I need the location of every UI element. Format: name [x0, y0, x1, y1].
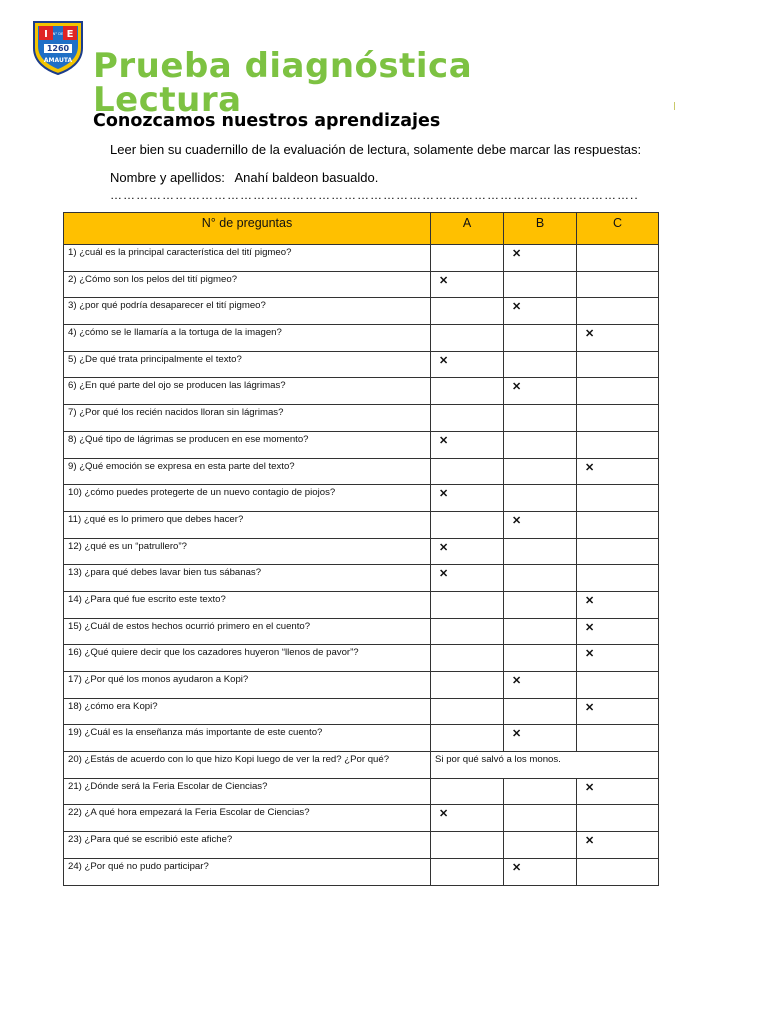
cross-mark-icon: ✕ — [512, 301, 522, 314]
table-row — [64, 698, 659, 725]
answer-cell-c[interactable] — [577, 538, 659, 565]
table-header-row — [64, 213, 659, 245]
answer-cell-a[interactable] — [431, 565, 504, 592]
answer-cell-b[interactable] — [504, 378, 577, 405]
cross-mark-icon: ✕ — [585, 621, 595, 634]
table-row — [64, 245, 659, 272]
table-row — [64, 618, 659, 645]
answer-cell-c[interactable] — [577, 805, 659, 832]
answer-cell-b[interactable] — [504, 645, 577, 672]
student-name-value: Anahí baldeon basualdo. — [234, 170, 379, 185]
answer-cell-a[interactable] — [431, 672, 504, 699]
answer-cell-c[interactable] — [577, 645, 659, 672]
table-row — [64, 805, 659, 832]
answer-cell-a[interactable] — [431, 298, 504, 325]
question-text: 3) ¿por qué podría desaparecer el tití pigmeo? — [64, 298, 431, 325]
question-text: 19) ¿Cuál es la enseñanza más importante de este cuento? — [64, 725, 431, 752]
answer-cell-c[interactable] — [577, 591, 659, 618]
answer-cell-a[interactable] — [431, 618, 504, 645]
cross-mark-icon: ✕ — [585, 461, 595, 474]
question-text: 6) ¿En qué parte del ojo se producen las lágrimas? — [64, 378, 431, 405]
question-text: 10) ¿cómo puedes protegerte de un nuevo contagio de piojos? — [64, 485, 431, 512]
cross-mark-icon: ✕ — [585, 701, 595, 714]
cross-mark-icon: ✕ — [439, 808, 449, 821]
answer-cell-c[interactable] — [577, 858, 659, 885]
table-row — [64, 271, 659, 298]
answer-cell-b[interactable] — [504, 458, 577, 485]
answer-cell-c[interactable] — [577, 672, 659, 699]
answer-cell-a[interactable] — [431, 271, 504, 298]
answer-cell-a[interactable] — [431, 325, 504, 352]
table-row — [64, 725, 659, 752]
answer-cell-a[interactable] — [431, 591, 504, 618]
question-text: 16) ¿Qué quiere decir que los cazadores huyeron “llenos de pavor”? — [64, 645, 431, 672]
answer-cell-a[interactable] — [431, 405, 504, 432]
question-text: 21) ¿Dónde será la Feria Escolar de Ciencias? — [64, 778, 431, 805]
answer-cell-a[interactable] — [431, 511, 504, 538]
table-row — [64, 858, 659, 885]
table-row — [64, 538, 659, 565]
cross-mark-icon: ✕ — [512, 728, 522, 741]
answer-cell-b[interactable] — [504, 298, 577, 325]
header-option-a: A — [431, 213, 504, 245]
answer-cell-c[interactable] — [577, 698, 659, 725]
question-text: 12) ¿qué es un “patrullero”? — [64, 538, 431, 565]
answer-cell-b[interactable] — [504, 538, 577, 565]
header-questions: N° de preguntas — [64, 213, 431, 245]
table-row — [64, 378, 659, 405]
answer-cell-c[interactable] — [577, 725, 659, 752]
cross-mark-icon: ✕ — [512, 861, 522, 874]
logo-letter-i: I — [44, 29, 48, 40]
question-text: 15) ¿Cuál de estos hechos ocurrió primero en el cuento? — [64, 618, 431, 645]
free-answer-text[interactable]: Si por qué salvó a los monos. — [431, 752, 659, 779]
table-row — [64, 672, 659, 699]
cross-mark-icon: ✕ — [439, 434, 449, 447]
answer-cell-c[interactable] — [577, 298, 659, 325]
question-text: 4) ¿cómo se le llamaría a la tortuga de la imagen? — [64, 325, 431, 352]
answer-cell-b[interactable] — [504, 591, 577, 618]
answer-cell-a[interactable] — [431, 351, 504, 378]
cross-mark-icon: ✕ — [585, 835, 595, 848]
table-row — [64, 591, 659, 618]
answer-cell-a[interactable] — [431, 245, 504, 272]
question-text: 2) ¿Cómo son los pelos del tití pigmeo? — [64, 271, 431, 298]
cross-mark-icon: ✕ — [585, 594, 595, 607]
answer-cell-b[interactable] — [504, 725, 577, 752]
answer-cell-c[interactable] — [577, 618, 659, 645]
logo-number: 1260 — [46, 44, 70, 53]
answer-cell-c[interactable] — [577, 351, 659, 378]
header-option-c: C — [577, 213, 659, 245]
cross-mark-icon: ✕ — [585, 781, 595, 794]
answer-cell-b[interactable] — [504, 511, 577, 538]
logo-tiny-text: N° DE — [52, 32, 64, 36]
decorative-tick — [674, 102, 675, 110]
answer-cell-c[interactable] — [577, 245, 659, 272]
student-name-label: Nombre y apellidos: — [110, 170, 225, 185]
table-row — [64, 752, 659, 779]
answer-cell-a[interactable] — [431, 725, 504, 752]
question-text: 20) ¿Estás de acuerdo con lo que hizo Kopi luego de ver la red? ¿Por qué? — [64, 752, 431, 779]
instructions-text: Leer bien su cuadernillo de la evaluación de lectura, solamente debe marcar las respuestas: — [110, 142, 642, 157]
answer-cell-a[interactable] — [431, 458, 504, 485]
question-text: 1) ¿cuál es la principal característica del tití pigmeo? — [64, 245, 431, 272]
answer-cell-a[interactable] — [431, 645, 504, 672]
question-text: 23) ¿Para qué se escribió este afiche? — [64, 832, 431, 859]
question-text: 18) ¿cómo era Kopi? — [64, 698, 431, 725]
cross-mark-icon: ✕ — [585, 328, 595, 341]
cross-mark-icon: ✕ — [439, 488, 449, 501]
answer-cell-c[interactable] — [577, 511, 659, 538]
cross-mark-icon: ✕ — [585, 648, 595, 661]
answer-cell-c[interactable] — [577, 485, 659, 512]
question-text: 14) ¿Para qué fue escrito este texto? — [64, 591, 431, 618]
cross-mark-icon: ✕ — [512, 675, 522, 687]
table-row — [64, 298, 659, 325]
answer-cell-a[interactable] — [431, 431, 504, 458]
question-text: 5) ¿De qué trata principalmente el texto? — [64, 351, 431, 378]
answer-cell-b[interactable] — [504, 832, 577, 859]
table-row — [64, 645, 659, 672]
table-row — [64, 458, 659, 485]
answer-cell-c[interactable] — [577, 431, 659, 458]
answer-cell-c[interactable] — [577, 378, 659, 405]
answer-cell-c[interactable] — [577, 271, 659, 298]
answer-cell-b[interactable] — [504, 618, 577, 645]
answer-cell-b[interactable] — [504, 431, 577, 458]
document-title-line2: Lectura — [93, 80, 242, 120]
table-row — [64, 832, 659, 859]
table-row — [64, 511, 659, 538]
table-row — [64, 325, 659, 352]
answer-cell-a[interactable] — [431, 378, 504, 405]
cross-mark-icon: ✕ — [512, 248, 522, 260]
cross-mark-icon: ✕ — [512, 381, 522, 394]
answer-cell-a[interactable] — [431, 805, 504, 832]
answer-cell-b[interactable] — [504, 245, 577, 272]
answer-cell-a[interactable] — [431, 485, 504, 512]
answer-cell-b[interactable] — [504, 778, 577, 805]
cross-mark-icon: ✕ — [439, 541, 449, 554]
answer-cell-b[interactable] — [504, 325, 577, 352]
answer-cell-a[interactable] — [431, 858, 504, 885]
table-row — [64, 431, 659, 458]
answer-cell-b[interactable] — [504, 672, 577, 699]
table-row — [64, 565, 659, 592]
table-row — [64, 778, 659, 805]
answer-cell-a[interactable] — [431, 832, 504, 859]
answer-cell-b[interactable] — [504, 271, 577, 298]
answer-cell-b[interactable] — [504, 351, 577, 378]
question-text: 11) ¿qué es lo primero que debes hacer? — [64, 511, 431, 538]
answer-cell-b[interactable] — [504, 485, 577, 512]
answer-cell-a[interactable] — [431, 538, 504, 565]
answer-cell-c[interactable] — [577, 325, 659, 352]
question-text: 17) ¿Por qué los monos ayudaron a Kopi? — [64, 672, 431, 699]
answer-cell-b[interactable] — [504, 565, 577, 592]
header-option-b: B — [504, 213, 577, 245]
answer-cell-c[interactable] — [577, 778, 659, 805]
answer-cell-b[interactable] — [504, 858, 577, 885]
answer-cell-c[interactable] — [577, 405, 659, 432]
answer-cell-a[interactable] — [431, 778, 504, 805]
cross-mark-icon: ✕ — [439, 274, 449, 287]
logo-name: AMAUTA — [43, 57, 73, 64]
question-text: 7) ¿Por qué los recién nacidos lloran sin lágrimas? — [64, 405, 431, 432]
student-name-line — [110, 170, 378, 185]
cross-mark-icon: ✕ — [439, 354, 449, 367]
answer-cell-b[interactable] — [504, 698, 577, 725]
table-row — [64, 485, 659, 512]
answer-cell-c[interactable] — [577, 458, 659, 485]
question-text: 24) ¿Por qué no pudo participar? — [64, 858, 431, 885]
table-row — [64, 405, 659, 432]
cross-mark-icon: ✕ — [512, 514, 522, 527]
question-text: 22) ¿A qué hora empezará la Feria Escolar de Ciencias? — [64, 805, 431, 832]
question-text: 9) ¿Qué emoción se expresa en esta parte del texto? — [64, 458, 431, 485]
answer-cell-a[interactable] — [431, 698, 504, 725]
question-text: 13) ¿para qué debes lavar bien tus sábanas? — [64, 565, 431, 592]
answer-cell-b[interactable] — [504, 405, 577, 432]
dotted-line: ………………………………………………………………………………………………………….. — [110, 188, 639, 202]
answer-cell-c[interactable] — [577, 565, 659, 592]
cross-mark-icon: ✕ — [439, 568, 449, 581]
document-title: Prueba diagnóstica — [93, 46, 473, 86]
logo-letter-e: E — [66, 29, 74, 40]
document-subtitle: Conozcamos nuestros aprendizajes — [93, 111, 441, 131]
question-text: 8) ¿Qué tipo de lágrimas se producen en ese momento? — [64, 431, 431, 458]
table-row — [64, 351, 659, 378]
answer-cell-b[interactable] — [504, 805, 577, 832]
answer-cell-c[interactable] — [577, 832, 659, 859]
school-logo — [30, 18, 86, 76]
answers-table — [63, 212, 659, 886]
